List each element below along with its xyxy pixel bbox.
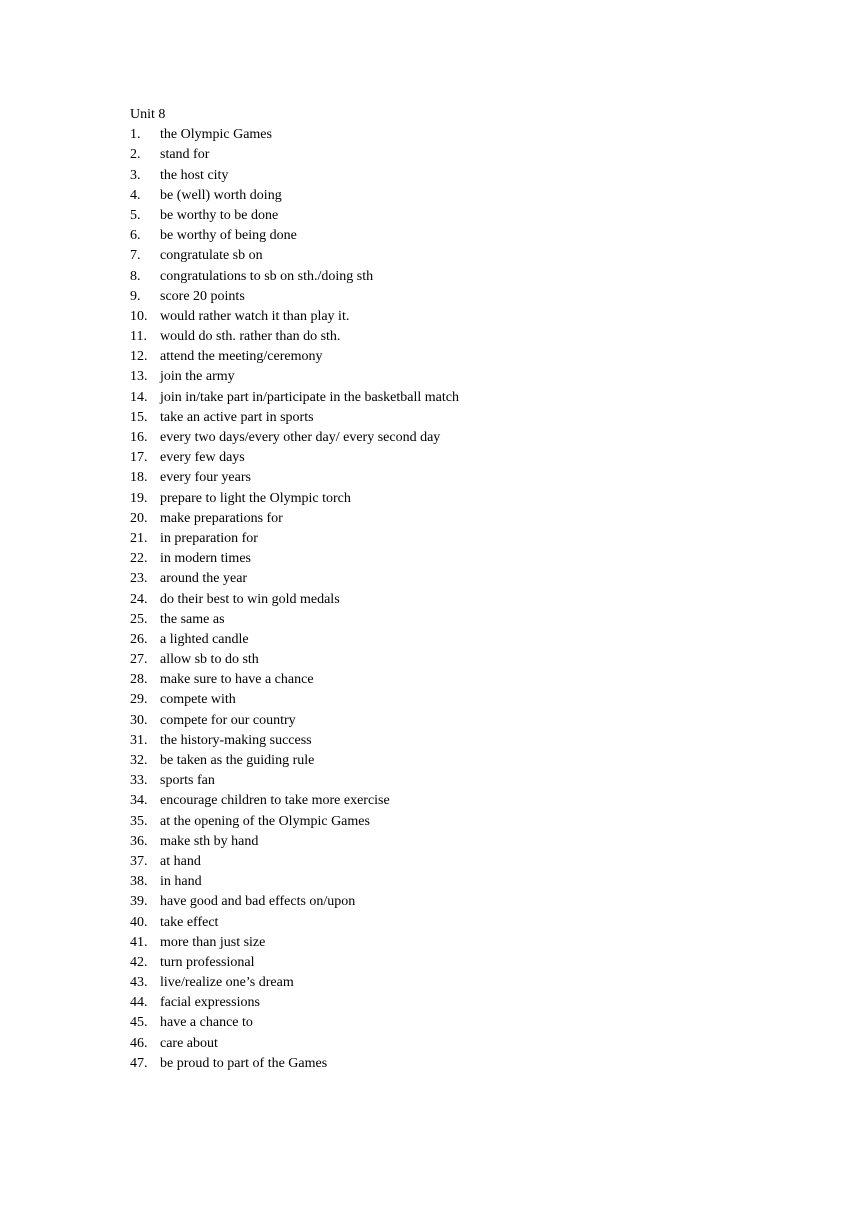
- phrase-text: a lighted candle: [160, 631, 249, 647]
- phrase-item: [130, 771, 750, 791]
- phrase-number: 5.: [130, 207, 141, 223]
- phrase-item: [130, 509, 750, 529]
- phrase-item: [130, 1054, 750, 1074]
- phrase-number: 29.: [130, 692, 148, 708]
- phrase-item: [130, 428, 750, 448]
- phrase-number: 42.: [130, 954, 148, 970]
- phrase-text: do their best to win gold medals: [160, 591, 340, 607]
- unit-title: Unit 8: [130, 107, 166, 122]
- phrase-number: 6.: [130, 228, 141, 244]
- phrase-text: have good and bad effects on/upon: [160, 894, 356, 910]
- phrase-text: be proud to part of the Games: [160, 1055, 328, 1071]
- phrase-item: [130, 812, 750, 832]
- phrase-text: make sth by hand: [160, 833, 259, 849]
- phrase-text: be worthy to be done: [160, 207, 279, 223]
- phrase-text: every few days: [160, 450, 245, 466]
- phrase-text: in hand: [160, 874, 202, 890]
- phrase-number: 4.: [130, 187, 141, 203]
- phrase-item: [130, 751, 750, 771]
- phrase-text: every two days/every other day/ every second day: [160, 430, 441, 445]
- phrase-number: 20.: [130, 510, 148, 526]
- phrase-text: take effect: [160, 914, 219, 930]
- phrase-item: [130, 832, 750, 852]
- phrase-number: 18.: [130, 470, 148, 486]
- phrase-text: be worthy of being done: [160, 228, 297, 244]
- phrase-item: [130, 993, 750, 1013]
- phrase-item: [130, 388, 750, 408]
- phrase-item: [130, 690, 750, 710]
- phrase-number: 27.: [130, 652, 148, 668]
- phrase-item: [130, 186, 750, 206]
- phrase-number: 35.: [130, 813, 148, 829]
- phrase-text: stand for: [160, 147, 210, 163]
- phrase-number: 39.: [130, 894, 148, 910]
- phrase-text: in preparation for: [160, 530, 258, 546]
- phrase-number: 7.: [130, 248, 141, 264]
- phrase-item: [130, 145, 750, 165]
- phrase-number: 31.: [130, 732, 148, 748]
- phrase-text: join the army: [160, 369, 235, 385]
- phrase-number: 37.: [130, 853, 148, 869]
- phrase-number: 46.: [130, 1035, 148, 1051]
- phrase-item: [130, 791, 750, 811]
- phrase-item: [130, 226, 750, 246]
- phrase-text: around the year: [160, 571, 248, 587]
- phrase-item: [130, 670, 750, 690]
- phrase-number: 19.: [130, 490, 148, 506]
- phrase-number: 47.: [130, 1055, 148, 1071]
- phrase-item: [130, 327, 750, 347]
- phrase-item: [130, 307, 750, 327]
- phrase-text: have a chance to: [160, 1015, 253, 1031]
- phrase-item: [130, 468, 750, 488]
- phrase-item: [130, 529, 750, 549]
- phrase-number: 23.: [130, 571, 148, 587]
- phrase-number: 24.: [130, 591, 148, 607]
- phrase-text: turn professional: [160, 954, 255, 970]
- phrase-item: [130, 549, 750, 569]
- phrase-item: [130, 933, 750, 953]
- phrase-text: be (well) worth doing: [160, 187, 282, 203]
- phrase-text: every four years: [160, 470, 251, 486]
- phrase-text: join in/take part in/participate in the basketball match: [160, 389, 459, 405]
- phrase-number: 17.: [130, 450, 148, 466]
- phrase-item: [130, 872, 750, 892]
- phrase-number: 28.: [130, 672, 148, 688]
- phrase-number: 36.: [130, 833, 148, 849]
- phrase-item: [130, 711, 750, 731]
- phrase-text: make sure to have a chance: [160, 672, 314, 688]
- phrase-item: [130, 610, 750, 630]
- phrase-number: 25.: [130, 611, 148, 627]
- phrase-item: [130, 630, 750, 650]
- phrase-item: [130, 569, 750, 589]
- phrase-number: 26.: [130, 631, 148, 647]
- phrase-text: be taken as the guiding rule: [160, 753, 315, 768]
- phrase-number: 11.: [130, 329, 147, 345]
- phrase-item: [130, 1034, 750, 1054]
- phrase-number: 10.: [130, 308, 148, 324]
- phrase-text: would do sth. rather than do sth.: [160, 329, 341, 345]
- phrase-text: take an active part in sports: [160, 409, 314, 425]
- phrase-number: 22.: [130, 551, 148, 567]
- phrase-number: 13.: [130, 369, 148, 385]
- phrase-list: [130, 125, 750, 1074]
- phrase-item: [130, 590, 750, 610]
- phrase-item: [130, 731, 750, 751]
- phrase-item: [130, 408, 750, 428]
- phrase-text: compete with: [160, 692, 236, 708]
- phrase-text: would rather watch it than play it.: [160, 308, 350, 324]
- phrase-number: 32.: [130, 753, 148, 768]
- phrase-number: 3.: [130, 167, 141, 183]
- phrase-number: 40.: [130, 914, 148, 930]
- phrase-number: 21.: [130, 530, 148, 546]
- phrase-item: [130, 650, 750, 670]
- phrase-text: congratulations to sb on sth./doing sth: [160, 268, 374, 284]
- phrase-text: care about: [160, 1035, 218, 1051]
- phrase-item: [130, 953, 750, 973]
- phrase-text: in modern times: [160, 551, 251, 567]
- phrase-number: 30.: [130, 712, 148, 728]
- phrase-number: 9.: [130, 288, 141, 304]
- phrase-text: encourage children to take more exercise: [160, 793, 390, 809]
- phrase-text: prepare to light the Olympic torch: [160, 490, 351, 506]
- phrase-item: [130, 367, 750, 387]
- phrase-item: [130, 852, 750, 872]
- phrase-text: at the opening of the Olympic Games: [160, 813, 370, 829]
- phrase-text: the Olympic Games: [160, 127, 272, 143]
- phrase-item: [130, 913, 750, 933]
- phrase-text: sports fan: [160, 773, 215, 789]
- phrase-text: the host city: [160, 167, 229, 183]
- phrase-item: [130, 973, 750, 993]
- phrase-item: [130, 125, 750, 145]
- phrase-text: compete for our country: [160, 712, 296, 728]
- phrase-number: 33.: [130, 773, 148, 789]
- phrase-number: 16.: [130, 430, 148, 445]
- phrase-item: [130, 246, 750, 266]
- document-page: [130, 105, 750, 1074]
- phrase-text: make preparations for: [160, 510, 283, 526]
- phrase-item: [130, 287, 750, 307]
- phrase-text: attend the meeting/ceremony: [160, 349, 323, 365]
- phrase-text: the history-making success: [160, 732, 312, 748]
- phrase-number: 8.: [130, 268, 141, 284]
- phrase-text: live/realize one’s dream: [160, 975, 294, 991]
- phrase-item: [130, 892, 750, 912]
- phrase-item: [130, 206, 750, 226]
- phrase-number: 15.: [130, 409, 148, 425]
- phrase-item: [130, 166, 750, 186]
- phrase-number: 1.: [130, 127, 141, 143]
- phrase-number: 12.: [130, 349, 148, 365]
- phrase-item: [130, 489, 750, 509]
- phrase-text: score 20 points: [160, 288, 245, 304]
- phrase-text: at hand: [160, 853, 201, 869]
- phrase-item: [130, 448, 750, 468]
- phrase-number: 2.: [130, 147, 141, 163]
- phrase-number: 34.: [130, 793, 148, 809]
- phrase-text: allow sb to do sth: [160, 652, 259, 668]
- phrase-item: [130, 347, 750, 367]
- phrase-number: 45.: [130, 1015, 148, 1031]
- phrase-item: [130, 267, 750, 287]
- phrase-number: 43.: [130, 975, 148, 991]
- phrase-text: congratulate sb on: [160, 248, 263, 264]
- phrase-text: the same as: [160, 611, 225, 627]
- phrase-number: 41.: [130, 934, 148, 950]
- phrase-number: 44.: [130, 995, 148, 1011]
- phrase-item: [130, 1013, 750, 1033]
- phrase-text: more than just size: [160, 934, 266, 950]
- phrase-number: 38.: [130, 874, 148, 890]
- phrase-number: 14.: [130, 389, 148, 405]
- phrase-text: facial expressions: [160, 995, 260, 1011]
